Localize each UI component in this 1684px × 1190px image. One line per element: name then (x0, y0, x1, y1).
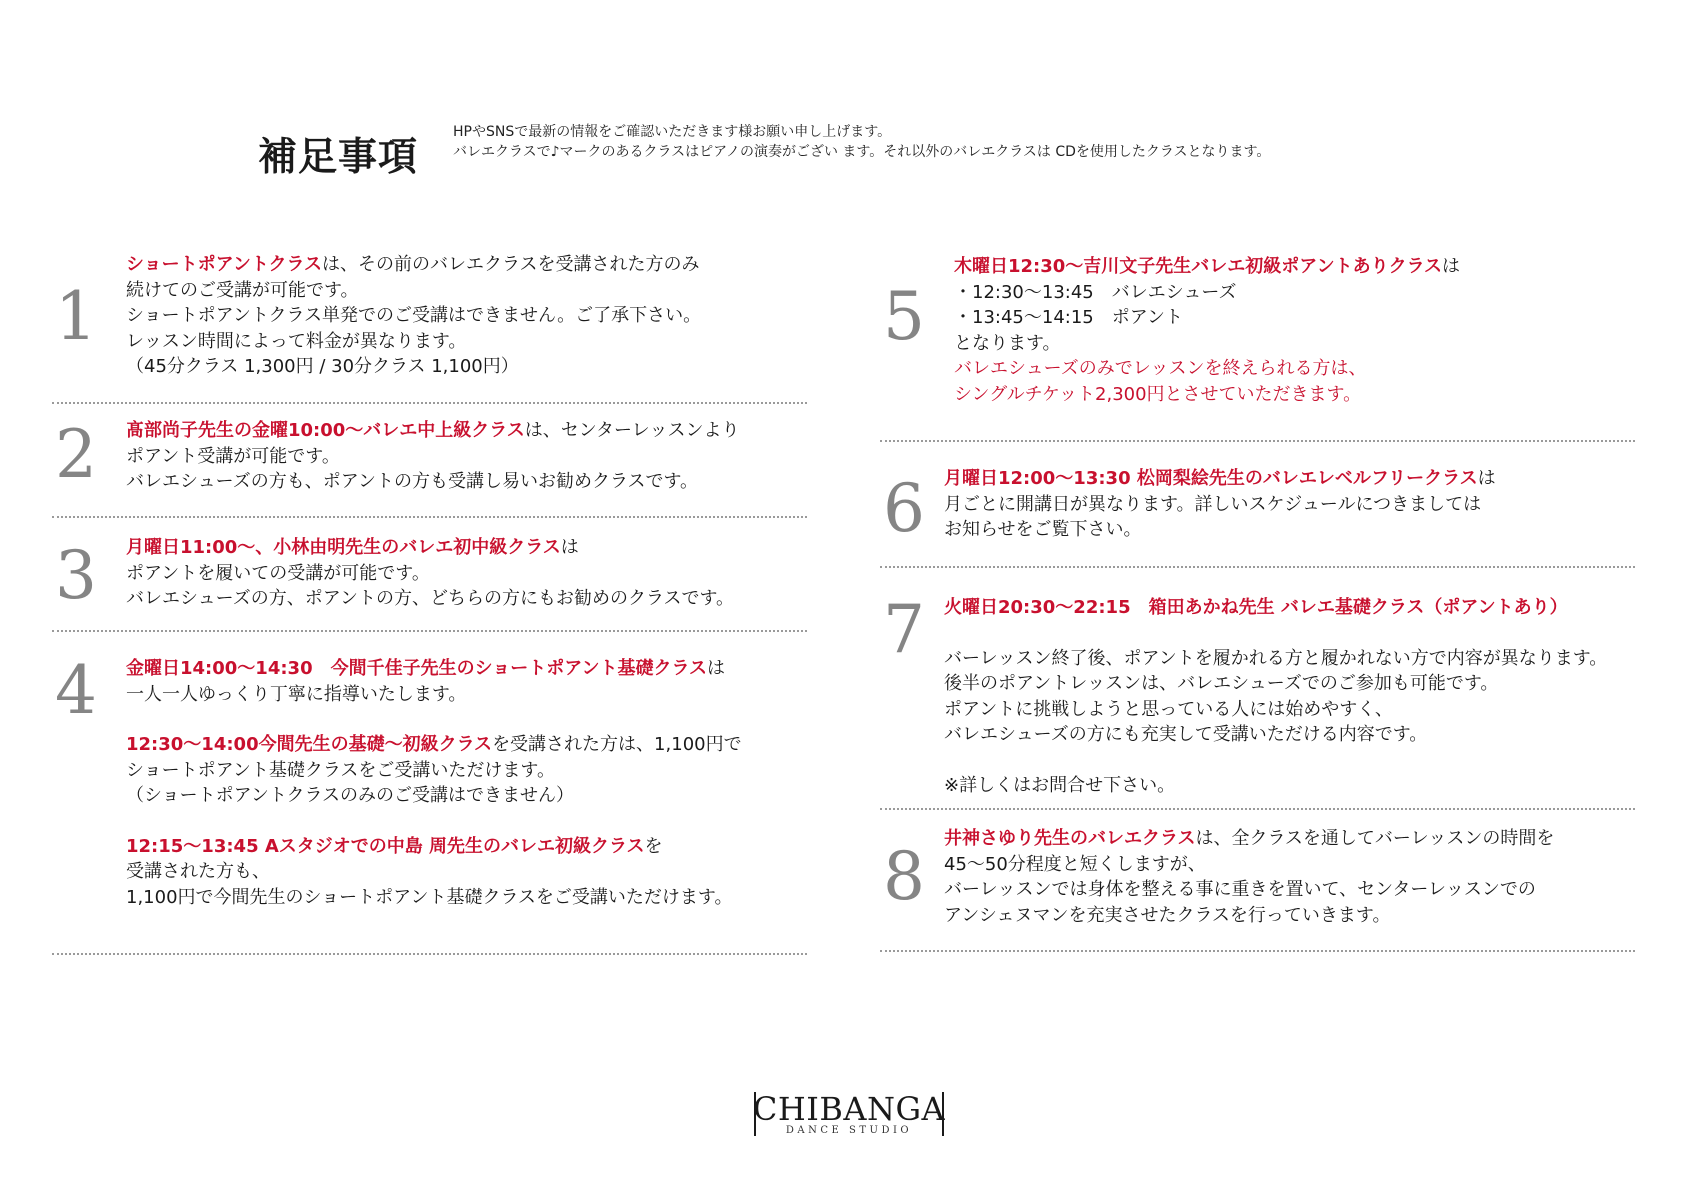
item-line (944, 646, 1634, 672)
line-text: バレエシューズの方も、ポアントの方も受講し易いお勧めクラスです。 (126, 471, 699, 492)
line-text: バーレッスンでは身体を整える事に重きを置いて、センターレッスンでの (944, 879, 1536, 900)
line-text: は、センターレッスンより (524, 420, 740, 441)
divider (52, 402, 807, 404)
item-line (126, 656, 816, 682)
item-body (944, 595, 1634, 798)
item-number: 3 (55, 537, 97, 614)
item-number: 7 (883, 591, 925, 668)
item-line (954, 305, 1644, 331)
item-number: 4 (55, 652, 97, 729)
line-text: は (1477, 468, 1496, 489)
line-text: ※詳しくはお問合せ下さい。 (944, 774, 1176, 796)
item-line (126, 586, 816, 612)
divider (52, 953, 807, 955)
item-number: 5 (883, 278, 925, 355)
line-text: お知らせをご覧下さい。 (944, 519, 1142, 540)
header-note: バレエクラスで♪マークのあるクラスはピアノの演奏がござい ます。それ以外のバレエクラスは CDを使用したクラスとなります。 (453, 144, 1271, 160)
item-line (126, 252, 816, 278)
highlight-text: 木曜日12:30～吉川文子先生バレエ初級ポアントありクラス (954, 256, 1443, 277)
line-text: ・13:45～14:15 ポアント (954, 307, 1184, 328)
item-number: 8 (883, 838, 925, 915)
line-text: を受講された方は、1,100円で (492, 734, 742, 755)
line-text: アンシェヌマンを充実させたクラスを行っていきます。 (944, 904, 1391, 926)
line-text: は (560, 537, 579, 558)
line-text: バレエシューズの方、ポアントの方、どちらの方にもお勧めのクラスです。 (126, 588, 735, 609)
item-line (126, 303, 816, 329)
item-line (126, 469, 816, 495)
line-text: を (644, 835, 663, 857)
divider (52, 516, 807, 518)
highlight-text: 月曜日11:00～、小林由明先生のバレエ初中級クラス (126, 537, 561, 558)
divider (880, 808, 1635, 810)
item-line (126, 354, 816, 380)
line-text: は (1442, 256, 1461, 277)
line-text: （45分クラス 1,300円 / 30分クラス 1,100円） (126, 356, 519, 377)
item-line (954, 356, 1644, 382)
item-line (126, 758, 816, 784)
line-text: （ショートポアントクラスのみのご受講はできません） (126, 785, 575, 806)
line-text: 一人一人ゆっくり丁寧に指導いたします。 (126, 683, 467, 705)
item-line (944, 826, 1634, 852)
item-line (944, 722, 1634, 748)
logo-subtitle: DANCE STUDIO (785, 1125, 913, 1136)
line-text: となります。 (954, 332, 1061, 354)
item-number: 1 (55, 278, 97, 355)
highlight-text: 火曜日20:30～22:15 箱田あかね先生 バレエ基礎クラス（ポアントあり） (944, 597, 1568, 618)
item-number: 2 (55, 416, 97, 493)
line-text: レッスン時間によって料金が異なります。 (126, 330, 467, 352)
item-body (944, 826, 1634, 928)
line-text: は (706, 658, 725, 679)
item-line (944, 595, 1634, 621)
line-text: ポアント受講が可能です。 (126, 445, 340, 467)
page-title: 補足事項 (258, 134, 419, 180)
item-line (126, 885, 816, 911)
divider (880, 566, 1635, 568)
line-text: ポアントに挑戦しようと思っている人には始めやすく、 (944, 698, 1393, 720)
item-line (126, 732, 816, 758)
item-line (944, 492, 1634, 518)
item-line (954, 280, 1644, 306)
divider (880, 440, 1635, 442)
line-text: は、全クラスを通してバーレッスンの時間を (1195, 828, 1555, 849)
header-note: HPやSNSで最新の情報をご確認いただきます様お願い申し上げます。 (453, 124, 892, 140)
item-body (126, 535, 816, 612)
item-line (126, 329, 816, 355)
divider (52, 630, 807, 632)
logo-wordmark: CHIBANGA (752, 1090, 946, 1128)
item-line (126, 859, 816, 885)
item-line (944, 671, 1634, 697)
line-text: 月ごとに開講日が異なります。詳しいスケジュールにつきましては (944, 493, 1482, 515)
highlight-text: シングルチケット2,300円とさせていただきます。 (954, 383, 1362, 405)
item-body (126, 252, 816, 380)
item-line (944, 903, 1634, 929)
line-text: 受講された方も、 (126, 861, 270, 882)
item-line (944, 466, 1634, 492)
item-line (126, 834, 816, 860)
line-text: ショートポアントクラス単発でのご受講はできません。ご了承下さい。 (126, 305, 702, 326)
item-body (944, 466, 1634, 543)
item-body (954, 254, 1644, 407)
item-line (126, 535, 816, 561)
line-text: 後半のポアントレッスンは、バレエシューズでのご参加も可能です。 (944, 673, 1499, 694)
item-line (944, 517, 1634, 543)
highlight-text: 髙部尚子先生の金曜10:00～バレエ中上級クラス (126, 420, 525, 441)
spacer (126, 707, 816, 732)
item-line (944, 877, 1634, 903)
header-notes (453, 122, 1403, 162)
line-text: ・12:30～13:45 バレエシューズ (954, 281, 1237, 303)
highlight-text: 12:15～13:45 Aスタジオでの中島 周先生のバレエ初級クラス (126, 835, 645, 857)
item-number: 6 (883, 470, 925, 547)
item-line (126, 561, 816, 587)
item-line (954, 331, 1644, 357)
divider (880, 950, 1635, 952)
highlight-text: 月曜日12:00～13:30 松岡梨絵先生のバレエレベルフリークラス (944, 468, 1478, 489)
line-text: 1,100円で今間先生のショートポアント基礎クラスをご受講いただけます。 (126, 886, 733, 908)
highlight-text: 金曜日14:00～14:30 今間千佳子先生のショートポアント基礎クラス (126, 658, 707, 679)
item-line (944, 852, 1634, 878)
item-body (126, 418, 816, 495)
item-line (126, 783, 816, 809)
spacer (126, 809, 816, 834)
spacer (944, 748, 1634, 773)
line-text: バーレッスン終了後、ポアントを履かれる方と履かれない方で内容が異なります。 (944, 647, 1608, 669)
item-body (126, 656, 816, 910)
item-line (126, 444, 816, 470)
highlight-text: 井神さゆり先生のバレエクラス (944, 828, 1196, 849)
line-text: は、その前のバレエクラスを受講された方のみ (322, 254, 700, 275)
spacer (944, 621, 1634, 646)
line-text: 続けてのご受講が可能です。 (126, 279, 359, 301)
item-line (954, 382, 1644, 408)
line-text: ショートポアント基礎クラスをご受講いただけます。 (126, 759, 555, 781)
item-line (126, 278, 816, 304)
item-line (126, 418, 816, 444)
item-line (944, 773, 1634, 799)
highlight-text: 12:30～14:00今間先生の基礎～初級クラス (126, 734, 493, 755)
studio-logo (752, 1092, 946, 1138)
item-line (954, 254, 1644, 280)
item-line (944, 697, 1634, 723)
highlight-text: バレエシューズのみでレッスンを終えられる方は、 (954, 358, 1367, 379)
logo-bar-right (942, 1092, 944, 1136)
line-text: バレエシューズの方にも充実して受講いただける内容です。 (944, 724, 1428, 745)
item-line (126, 682, 816, 708)
highlight-text: ショートポアントクラス (126, 254, 323, 275)
line-text: 45～50分程度と短くしますが、 (944, 853, 1206, 875)
line-text: ポアントを履いての受講が可能です。 (126, 562, 430, 584)
